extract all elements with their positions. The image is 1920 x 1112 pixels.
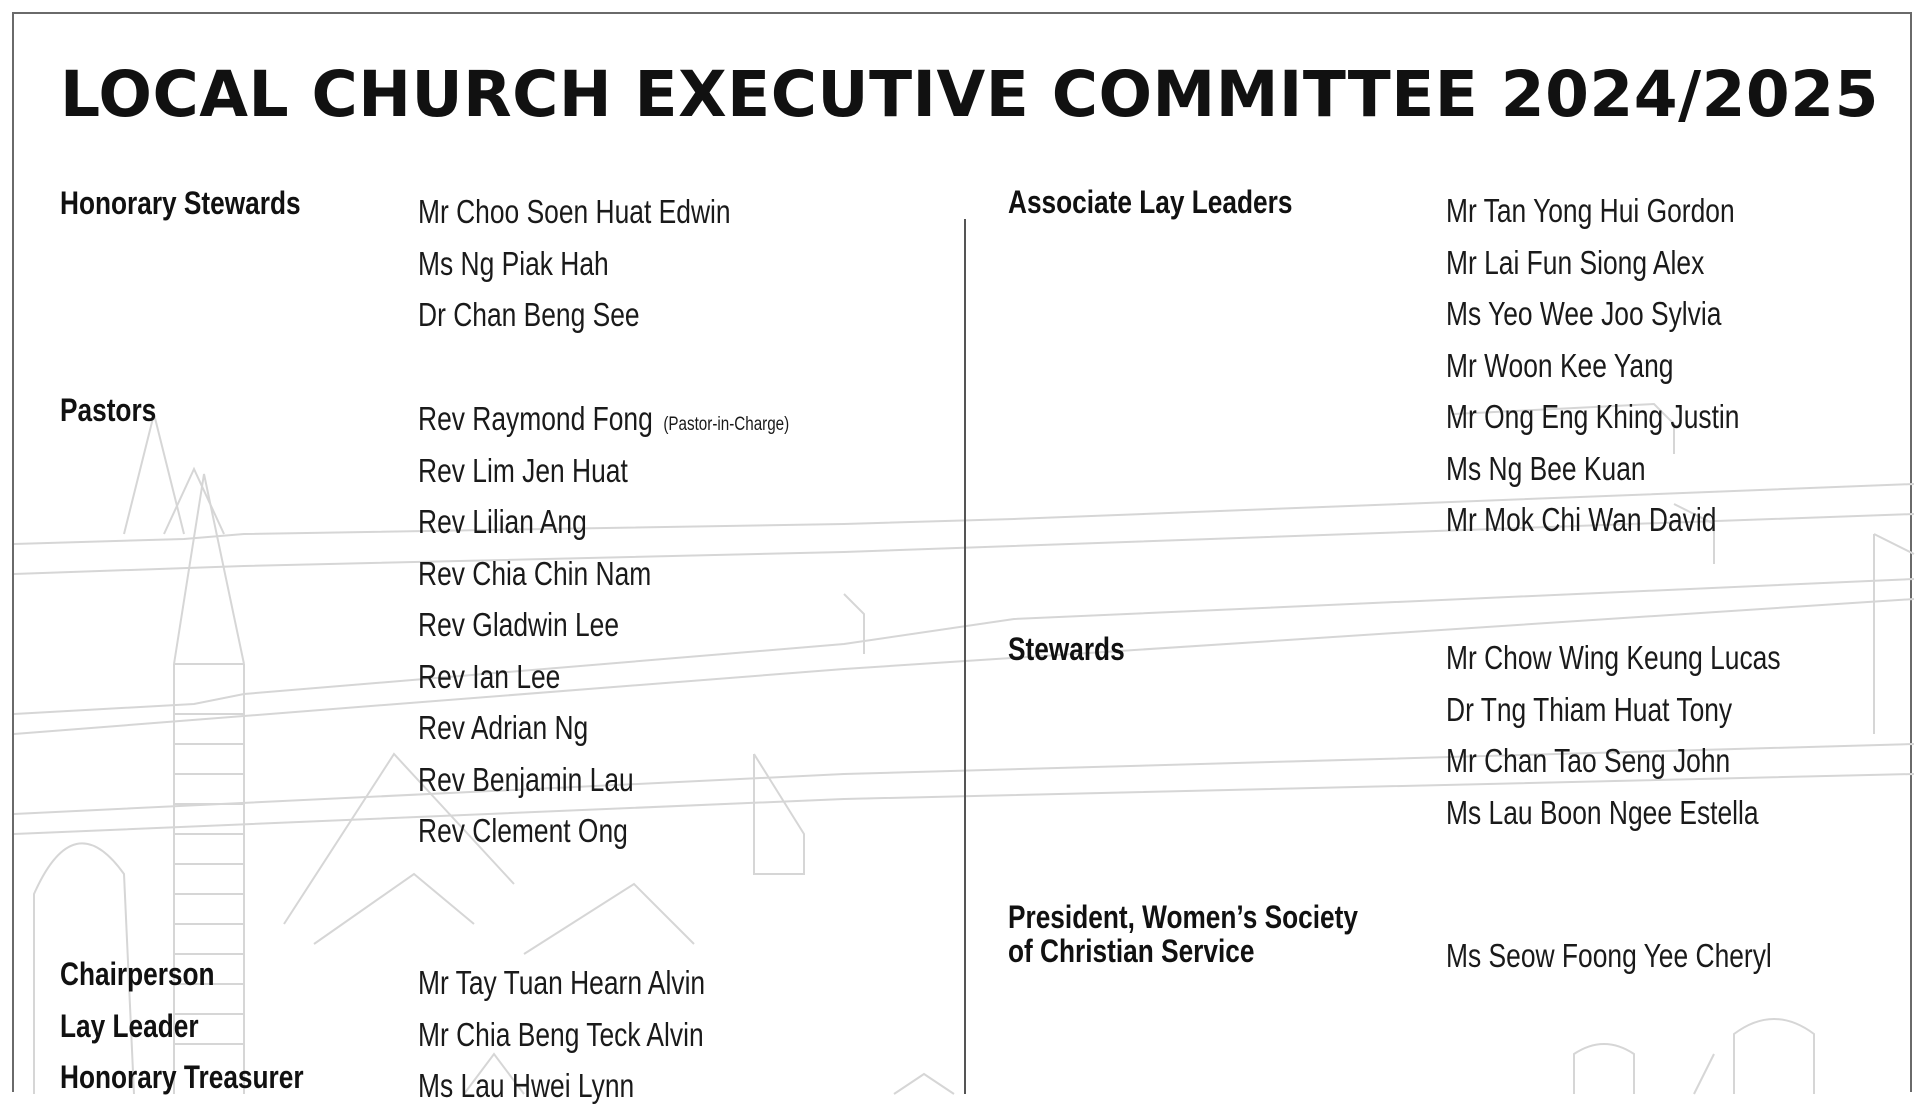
- list-item: Dr Chan Beng See: [418, 296, 640, 333]
- lay-leader-name: Mr Chia Beng Teck Alvin: [418, 1016, 704, 1053]
- pastor-role-note: (Pastor-in-Charge): [663, 414, 790, 435]
- list-item: [418, 651, 789, 703]
- wscs-president-name: Ms Seow Foong Yee Cheryl: [1446, 937, 1772, 974]
- document-page: [12, 12, 1912, 1104]
- list-item: Mr Chow Wing Keung Lucas: [1446, 639, 1781, 676]
- list-item: Mr Chan Tao Seng John: [1446, 742, 1731, 779]
- list-item: Mr Choo Soen Huat Edwin: [418, 193, 731, 230]
- list-item: Mr Lai Fun Siong Alex: [1446, 243, 1705, 281]
- page-title: LOCAL CHURCH EXECUTIVE COMMITTEE 2024/2025: [60, 58, 1879, 131]
- stewards-list: [1446, 632, 1864, 838]
- list-item: [418, 805, 789, 857]
- list-item: Mr Ong Eng Khing Justin: [1446, 398, 1740, 435]
- wscs-president-label-line1: President, Women’s Society: [1008, 899, 1358, 935]
- list-item: Ms Lau Boon Ngee Estella: [1446, 793, 1759, 831]
- list-item: [418, 445, 789, 497]
- chairperson-label: Chairperson: [60, 956, 215, 992]
- honorary-stewards-label: Honorary Stewards: [60, 185, 301, 221]
- pastors-label: Pastors: [60, 392, 157, 428]
- list-item: Mr Woon Kee Yang: [1446, 346, 1674, 384]
- list-item: Ms Yeo Wee Joo Sylvia: [1446, 295, 1722, 332]
- honorary-stewards-list: [418, 186, 809, 341]
- lay-leader-label: Lay Leader: [60, 1008, 199, 1044]
- list-item: [418, 393, 789, 445]
- pastor-name: Rev Raymond Fong: [418, 400, 653, 437]
- associate-lay-leaders-label: Associate Lay Leaders: [1008, 184, 1293, 220]
- list-item: [418, 496, 789, 548]
- pastor-name: Rev Clement Ong: [418, 812, 628, 849]
- associate-lay-leaders-list: [1446, 185, 1813, 546]
- chairperson-name: Mr Tay Tuan Hearn Alvin: [418, 964, 706, 1001]
- list-item: [418, 702, 789, 754]
- pastor-name: Rev Adrian Ng: [418, 709, 589, 746]
- list-item: Mr Tan Yong Hui Gordon: [1446, 192, 1735, 229]
- list-item: Ms Ng Bee Kuan: [1446, 449, 1646, 487]
- honorary-treasurer-label: Honorary Treasurer: [60, 1059, 304, 1095]
- list-item: [418, 548, 789, 600]
- pastor-name: Rev Benjamin Lau: [418, 760, 634, 798]
- pastor-name: Rev Lim Jen Huat: [418, 451, 628, 489]
- pastor-name: Rev Gladwin Lee: [418, 606, 620, 643]
- list-item: [418, 754, 789, 806]
- pastors-list: [418, 393, 882, 857]
- wscs-president-label-line2: of Christian Service: [1008, 933, 1255, 969]
- honorary-treasurer-name: Ms Lau Hwei Lynn: [418, 1067, 635, 1104]
- pastor-name: Rev Ian Lee: [418, 657, 561, 695]
- pastor-name: Rev Lilian Ang: [418, 503, 587, 540]
- list-item: Mr Mok Chi Wan David: [1446, 501, 1717, 538]
- list-item: Dr Tng Thiam Huat Tony: [1446, 690, 1733, 728]
- list-item: [418, 599, 789, 651]
- list-item: Ms Ng Piak Hah: [418, 244, 609, 282]
- stewards-label: Stewards: [1008, 631, 1125, 667]
- column-divider: [964, 219, 966, 1094]
- pastor-name: Rev Chia Chin Nam: [418, 554, 652, 592]
